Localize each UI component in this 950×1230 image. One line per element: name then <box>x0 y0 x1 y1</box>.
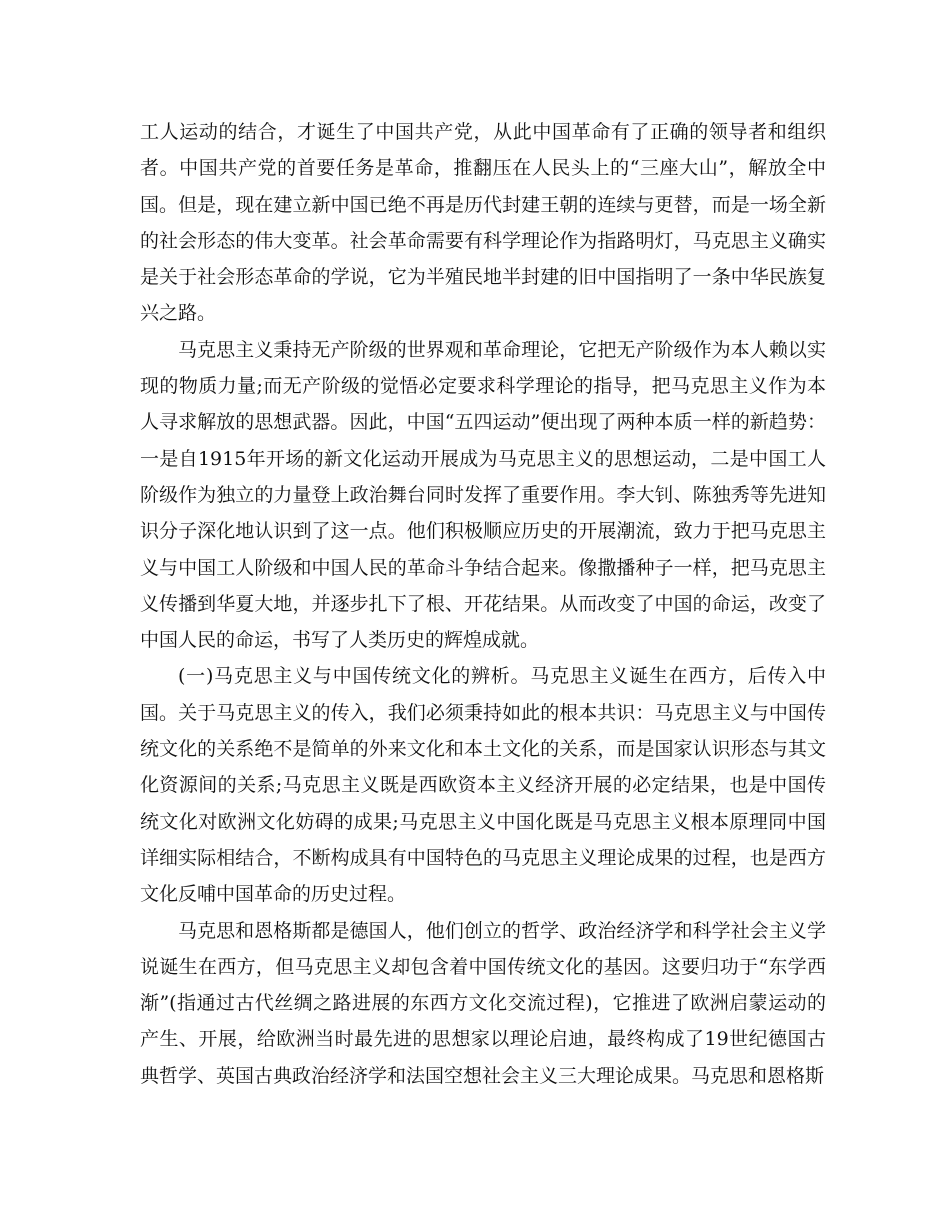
paragraph-3: (一)马克思主义与中国传统文化的辨析。马克思主义诞生在西方，后传入中国。关于马克思主义的传入，我们必须秉持如此的根本共识：马克思主义与中国传统文化的关系绝不是简单的外来文化和本土文化的关系，而是国家认识形态与其文化资源间的关系;马克思主义既是西欧资本主义经济开展的必定结果，也是中国传统文化对欧洲文化妨碍的成果;马克思主义中国化既是马克思主义根本原理同中国详细实际相结合，不断构成具有中国特色的马克思主义理论成果的过程，也是西方文化反哺中国革命的历史过程。 <box>140 665 826 906</box>
document-body <box>140 114 826 1094</box>
paragraph-4: 马克思和恩格斯都是德国人，他们创立的哲学、政治经济学和科学社会主义学说诞生在西方，但马克思主义却包含着中国传统文化的基因。这要归功于“东学西渐”(指通过古代丝绸之路进展的东西方文化交流过程)，它推进了欧洲启蒙运动的产生、开展，给欧洲当时最先进的思想家以理论启迪，最终构成了19世纪德国古典哲学、英国古典政治经济学和法国空想社会主义三大理论成果。马克思和恩格斯 <box>140 919 826 1087</box>
paragraph-1: 工人运动的结合，才诞生了中国共产党，从此中国革命有了正确的领导者和组织者。中国共产党的首要任务是革命，推翻压在人民头上的“三座大山”，解放全中国。但是，现在建立新中国已绝不再是历代封建王朝的连续与更替，而是一场全新的社会形态的伟大变革。社会革命需要有科学理论作为指路明灯，马克思主义确实是关于社会形态革命的学说，它为半殖民地半封建的旧中国指明了一条中华民族复兴之路。 <box>140 121 826 325</box>
paragraph-2: 马克思主义秉持无产阶级的世界观和革命理论，它把无产阶级作为本人赖以实现的物质力量;而无产阶级的觉悟必定要求科学理论的指导，把马克思主义作为本人寻求解放的思想武器。因此，中国“五四运动”便出现了两种本质一样的新趋势：一是自1915年开场的新文化运动开展成为马克思主义的思想运动，二是中国工人阶级作为独立的力量登上政治舞台同时发挥了重要作用。李大钊、陈独秀等先进知识分子深化地认识到了这一点。他们积极顺应历史的开展潮流，致力于把马克思主义与中国工人阶级和中国人民的革命斗争结合起来。像撒播种子一样，把马克思主义传播到华夏大地，并逐步扎下了根、开花结果。从而改变了中国的命运，改变了中国人民的命运，书写了人类历史的辉煌成就。 <box>140 338 826 652</box>
